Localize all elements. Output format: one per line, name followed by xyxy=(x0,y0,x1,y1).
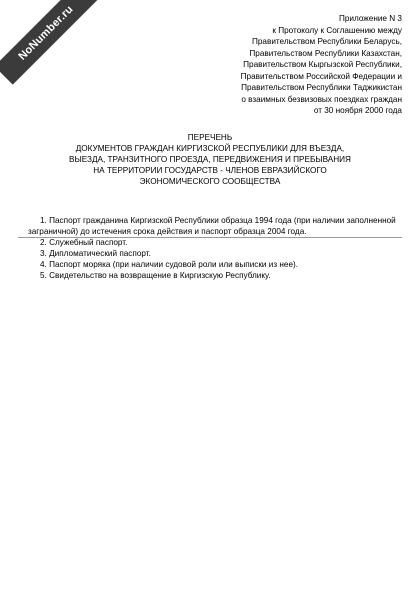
appendix-line: Правительством Российской Федерации и xyxy=(240,71,402,81)
appendix-line: Правительством Республики Казахстан, xyxy=(249,48,402,58)
appendix-line: Приложение N 3 xyxy=(338,14,402,23)
title-line: ЭКОНОМИЧЕСКОГО СООБЩЕСТВА xyxy=(139,177,281,186)
title-line: НА ТЕРРИТОРИИ ГОСУДАРСТВ - ЧЛЕНОВ ЕВРАЗИЙСКОГО xyxy=(93,166,327,175)
appendix-line: Правительством Республики Таджикистан xyxy=(241,83,402,92)
divider-line xyxy=(18,237,402,238)
list-item: 5. Свидетельство на возвращение в Киргизскую Республику. xyxy=(40,271,271,280)
list-item: 1. Паспорт гражданина Киргизской Республики образца 1994 года (при наличии заполненной xyxy=(40,216,396,225)
title-line: ВЫЕЗДА, ТРАНЗИТНОГО ПРОЕЗДА, ПЕРЕДВИЖЕНИЯ И ПРЕБЫВАНИЯ xyxy=(69,155,351,164)
appendix-line: Правительством Кыргызской Республики, xyxy=(243,60,402,69)
list-item: 2. Служебный паспорт. xyxy=(40,238,128,247)
appendix-line: к Протоколу к Соглашению между xyxy=(272,25,402,35)
watermark-ribbon: NoNumber.ru xyxy=(0,0,98,85)
document-title xyxy=(40,132,380,187)
title-line: ПЕРЕЧЕНЬ xyxy=(187,133,233,142)
document-list xyxy=(28,215,398,281)
list-item-continuation: заграничной) до истечения срока действия и паспорт образца 2004 года. xyxy=(28,227,307,236)
list-item: 3. Дипломатический паспорт. xyxy=(40,249,151,258)
title-line: ДОКУМЕНТОВ ГРАЖДАН КИРГИЗСКОЙ РЕСПУБЛИКИ ДЛЯ ВЪЕЗДА, xyxy=(75,144,345,153)
list-item: 4. Паспорт моряка (при наличии судовой роли или выписки из нее). xyxy=(40,260,299,269)
appendix-line: от 30 ноября 2000 года xyxy=(313,106,402,115)
appendix-line: о взаимных безвизовых поездках граждан xyxy=(241,94,402,104)
appendix-line: Правительством Республики Беларусь, xyxy=(251,37,402,46)
appendix-header xyxy=(241,13,402,117)
